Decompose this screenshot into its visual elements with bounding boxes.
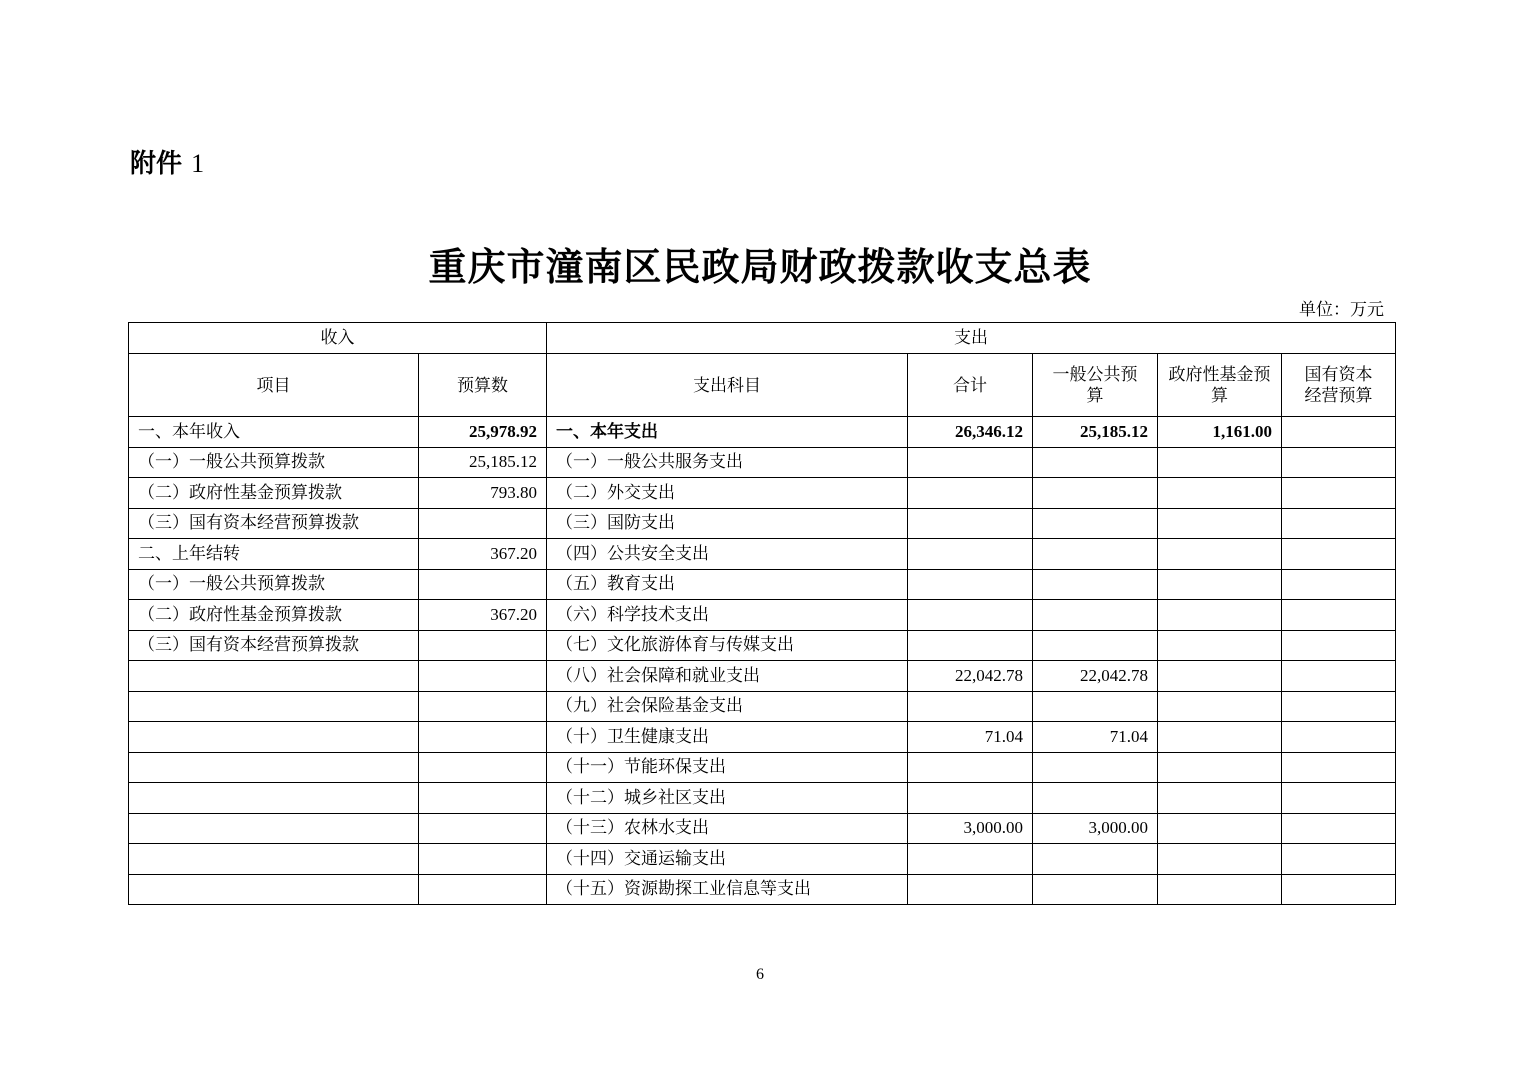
budget-cell (419, 813, 547, 844)
capital-cell (1282, 600, 1396, 631)
unit-label: 单位：万元 (1299, 300, 1384, 319)
table-row (129, 783, 1396, 814)
total-cell: 3,000.00 (908, 813, 1033, 844)
budget-cell (419, 569, 547, 600)
capital-cell (1282, 874, 1396, 905)
item-cell: 一、本年收入 (129, 417, 419, 448)
item-cell: （三）国有资本经营预算拨款 (129, 630, 419, 661)
total-cell (908, 569, 1033, 600)
total-cell: 71.04 (908, 722, 1033, 753)
table-row (129, 630, 1396, 661)
subject-cell: （十三）农林水支出 (547, 813, 908, 844)
capital-cell (1282, 539, 1396, 570)
subject-cell: （九）社会保险基金支出 (547, 691, 908, 722)
general-cell (1033, 447, 1158, 478)
table-row (129, 844, 1396, 875)
table-row (129, 752, 1396, 783)
attachment-number: 1 (191, 149, 205, 178)
subject-cell: （十一）节能环保支出 (547, 752, 908, 783)
column-header-gov-fund (1158, 354, 1282, 417)
general-cell (1033, 691, 1158, 722)
item-cell (129, 752, 419, 783)
total-cell (908, 844, 1033, 875)
fund-cell: 1,161.00 (1158, 417, 1282, 448)
subject-cell: （十五）资源勘探工业信息等支出 (547, 874, 908, 905)
item-cell: 二、上年结转 (129, 539, 419, 570)
general-cell (1033, 874, 1158, 905)
capital-cell (1282, 478, 1396, 509)
total-cell (908, 783, 1033, 814)
capital-cell (1282, 722, 1396, 753)
item-cell (129, 844, 419, 875)
budget-cell (419, 844, 547, 875)
general-cell (1033, 783, 1158, 814)
budget-table (128, 322, 1396, 905)
total-cell (908, 600, 1033, 631)
general-cell (1033, 478, 1158, 509)
page-title: 重庆市潼南区民政局财政拨款收支总表 (428, 244, 1092, 289)
fund-cell (1158, 478, 1282, 509)
budget-cell (419, 783, 547, 814)
general-cell (1033, 600, 1158, 631)
table-row (129, 508, 1396, 539)
fund-cell (1158, 691, 1282, 722)
general-cell (1033, 630, 1158, 661)
total-cell (908, 478, 1033, 509)
total-cell (908, 447, 1033, 478)
column-header-item: 项目 (129, 354, 419, 417)
fund-cell (1158, 569, 1282, 600)
capital-cell (1282, 447, 1396, 478)
table-row (129, 661, 1396, 692)
income-group-header: 收入 (129, 323, 547, 354)
subject-cell: （八）社会保障和就业支出 (547, 661, 908, 692)
budget-cell (419, 630, 547, 661)
general-cell: 3,000.00 (1033, 813, 1158, 844)
general-cell: 22,042.78 (1033, 661, 1158, 692)
subject-cell: （十二）城乡社区支出 (547, 783, 908, 814)
fund-cell (1158, 600, 1282, 631)
subject-cell: 一、本年支出 (547, 417, 908, 448)
total-cell (908, 752, 1033, 783)
subject-cell: （五）教育支出 (547, 569, 908, 600)
general-cell (1033, 569, 1158, 600)
fund-cell (1158, 447, 1282, 478)
capital-cell (1282, 417, 1396, 448)
fund-cell (1158, 508, 1282, 539)
item-cell (129, 783, 419, 814)
fund-cell (1158, 722, 1282, 753)
subject-cell: （四）公共安全支出 (547, 539, 908, 570)
budget-cell: 25,978.92 (419, 417, 547, 448)
subject-cell: （二）外交支出 (547, 478, 908, 509)
total-cell: 26,346.12 (908, 417, 1033, 448)
column-header-total: 合计 (908, 354, 1033, 417)
column-header-general-public (1033, 354, 1158, 417)
subject-cell: （六）科学技术支出 (547, 600, 908, 631)
general-cell: 25,185.12 (1033, 417, 1158, 448)
capital-cell (1282, 630, 1396, 661)
item-cell (129, 691, 419, 722)
budget-cell (419, 752, 547, 783)
table-row (129, 447, 1396, 478)
budget-cell: 367.20 (419, 539, 547, 570)
table-row (129, 569, 1396, 600)
attachment-label (130, 143, 204, 180)
fund-cell (1158, 752, 1282, 783)
item-cell: （二）政府性基金预算拨款 (129, 478, 419, 509)
general-cell (1033, 844, 1158, 875)
item-cell: （二）政府性基金预算拨款 (129, 600, 419, 631)
table-row (129, 722, 1396, 753)
budget-cell (419, 661, 547, 692)
column-header-budget: 预算数 (419, 354, 547, 417)
total-cell (908, 508, 1033, 539)
fund-cell (1158, 844, 1282, 875)
total-cell (908, 691, 1033, 722)
general-cell (1033, 539, 1158, 570)
fund-cell (1158, 813, 1282, 844)
subject-cell: （三）国防支出 (547, 508, 908, 539)
item-cell: （三）国有资本经营预算拨款 (129, 508, 419, 539)
budget-cell: 25,185.12 (419, 447, 547, 478)
total-cell (908, 630, 1033, 661)
budget-cell (419, 874, 547, 905)
total-cell: 22,042.78 (908, 661, 1033, 692)
table-row (129, 874, 1396, 905)
table-row (129, 539, 1396, 570)
item-cell: （一）一般公共预算拨款 (129, 447, 419, 478)
subject-cell: （十）卫生健康支出 (547, 722, 908, 753)
subject-cell: （一）一般公共服务支出 (547, 447, 908, 478)
general-cell: 71.04 (1033, 722, 1158, 753)
header-row-groups (129, 323, 1396, 354)
capital-cell (1282, 783, 1396, 814)
capital-cell (1282, 691, 1396, 722)
fund-cell (1158, 874, 1282, 905)
page-number: 6 (756, 966, 764, 983)
attachment-text: 附件 (130, 149, 183, 179)
fund-cell (1158, 783, 1282, 814)
general-cell (1033, 508, 1158, 539)
column-header-state-capital-text: 国有资本经营预算 (1304, 365, 1373, 405)
budget-cell (419, 691, 547, 722)
capital-cell (1282, 813, 1396, 844)
table-row (129, 600, 1396, 631)
fund-cell (1158, 630, 1282, 661)
total-cell (908, 539, 1033, 570)
header-row-columns (129, 354, 1396, 417)
capital-cell (1282, 844, 1396, 875)
capital-cell (1282, 508, 1396, 539)
item-cell (129, 874, 419, 905)
general-cell (1033, 752, 1158, 783)
budget-cell (419, 722, 547, 753)
budget-cell: 367.20 (419, 600, 547, 631)
table-row (129, 813, 1396, 844)
item-cell (129, 813, 419, 844)
item-cell: （一）一般公共预算拨款 (129, 569, 419, 600)
column-header-gov-fund-text: 政府性基金预算 (1168, 365, 1271, 405)
subject-cell: （七）文化旅游体育与传媒支出 (547, 630, 908, 661)
column-header-expense-subject: 支出科目 (547, 354, 908, 417)
item-cell (129, 661, 419, 692)
column-header-state-capital (1282, 354, 1396, 417)
fund-cell (1158, 539, 1282, 570)
table-row (129, 417, 1396, 448)
budget-cell (419, 508, 547, 539)
subject-cell: （十四）交通运输支出 (547, 844, 908, 875)
total-cell (908, 874, 1033, 905)
fund-cell (1158, 661, 1282, 692)
column-header-general-public-text: 一般公共预算 (1052, 365, 1138, 405)
item-cell (129, 722, 419, 753)
capital-cell (1282, 569, 1396, 600)
budget-cell: 793.80 (419, 478, 547, 509)
table-row (129, 691, 1396, 722)
table-row (129, 478, 1396, 509)
expense-group-header: 支出 (547, 323, 1396, 354)
capital-cell (1282, 661, 1396, 692)
capital-cell (1282, 752, 1396, 783)
